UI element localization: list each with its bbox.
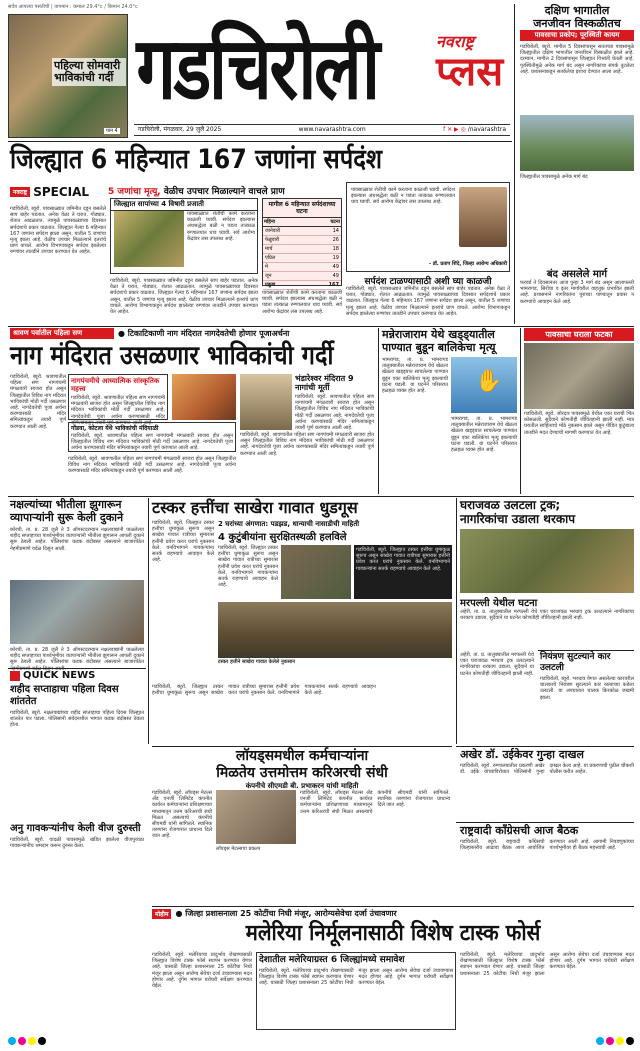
shravan-body-2: गडचिरोली, ब्यूरो. श्रावणातील पहिला सण नागपंचमी मंगळवारी साजरा होत असून जिल्ह्यातील विविध नाग मंदिरात भाविकांची मोठी गर्दी उसळणार आहे. नागदेवतेची पूजा अर्चना करण्यासाठी मंदिर समित्यांकडून तयारी पूर्ण करण्यात आली आहे.: [68, 456, 236, 475]
dateline: गडचिरोली, मंगळवार, 29 जुलै 2025: [138, 126, 222, 133]
table-row: [263, 227, 341, 236]
akhare-story: [460, 748, 634, 817]
right-top-body: गडचिरोली, ब्यूरो. मागील 5 दिवसांपासून सततच्या पावसामुळे जिल्ह्यातील दक्षिण भागातील जनजीवन विस्कळीत झाले आहे. दरम्यान, मागील 2 दिवसांपासून जिल्ह्यात विश्रांती घेतली आहे. पूरस्थितीमुळे अनेक मार्ग बंद असून नागरिकांचा संपर्क तुटलेला आहे. प्रशासनाकडून सतर्कतेचा इशारा देण्यात आला आहे.: [520, 44, 634, 75]
table-title: मागील 6 महिन्यात सर्पदंशाच्या घटना: [263, 199, 341, 218]
elephant-photo-small: [281, 545, 351, 599]
table-cell: मार्च: [263, 245, 308, 254]
header-topline: सर्वत्र आपल्या पसंतीची | तापमान : कमाल 29.4°c / किमान 24.0°c: [8, 4, 138, 10]
table-cell: मे: [263, 263, 308, 272]
table-row: [263, 281, 341, 290]
special-brand: नवराष्ट्र: [10, 187, 30, 197]
rain-photo: [524, 343, 634, 409]
lead-body-2: गडचिरोली, ब्यूरो. पावसाळ्यात जमिनीत दडून बसलेले साप बाहेर पडतात. अनेक वेळा ते घरात, गोठ्यात, शेतात आढळतात. त्यामुळे पावसाळ्याच्या दिवसात सर्पदंशाचे प्रकार वाढतात. जिल्ह्यात गेल्या 6 महिन्यात 167 जणांना सर्पदंश झाला असून, यातील 5 जणांचा मृत्यू झाला आहे. वेळीच उपचार मिळाल्याने इतरांचे प्राण वाचले. आरोग्य विभागाकडून सर्पदंश झालेल्या रुग्णांवर तातडीने उपचार करण्यात येत आहेत.: [110, 278, 258, 316]
elephant-caption: टस्कर हत्तीने साखेरा गावात केलेले नुकसान: [218, 659, 296, 665]
table-cell: 167: [308, 281, 341, 290]
drowning-graphic: [451, 357, 517, 413]
lead-body-3: पावसाळ्यात शेतीची कामे करताना काळजी घ्यावी. सर्पदंश झाल्यास अंधश्रद्धेला बळी न पडता तात्काळ रुग्णालयात धाव घ्यावी. सर्व आरोग्य केंद्रांवर लस उपलब्ध आहे.: [262, 290, 342, 315]
quick-news-1-body: गडचिरोली, ब्यूरो. नक्षलवाद्यांच्या शहीद सप्ताहाचा पहिला दिवस जिल्ह्यात शांततेत पार पडला. पोलिसांनी संवेदनशील भागात कडक बंदोबस्त ठेवला होता.: [10, 710, 144, 729]
lloyds-caption: लॉयड्स मेटल्सचा प्रकल्प: [216, 846, 261, 852]
elephant-story: [152, 498, 452, 518]
truck-headline-1: घराजवळ उलटला ट्रक;: [460, 498, 561, 512]
gonda-body: गडचिरोली, ब्यूरो. श्रावणातील पहिला सण नागपंचमी मंगळवारी साजरा होत असून जिल्ह्यातील विविध नाग मंदिरात भाविकांची मोठी गर्दी उसळणार आहे. नागदेवतेची पूजा अर्चना करण्यासाठी मंदिर समित्यांकडून तयारी पूर्ण करण्यात आली आहे.: [71, 433, 233, 452]
elephant-body: गडचिरोली, ब्यूरो. जिल्ह्यात टस्कर हत्तींचा धुमाकूळ सुरूच असून साखेरा गावात रात्रीच्या सुमारास हत्तींनी प्रवेश करत घरांचे नुकसान केले. वनविभागाने गावकऱ्यांना सतर्क राहण्याचे आवाहन केले आहे.: [152, 520, 214, 564]
table-row: [263, 272, 341, 281]
special-tag: [10, 182, 106, 202]
truck-body-2: अहेरी, ता. प्र. तालुक्यातील मरपल्ली येथे एका घराजवळ भरधाव ट्रक उलटल्याने नागरिकांचा थरकाप उडाला. सुदैवाने या घटनेत कोणतीही जीवितहानी झाली नाही.: [460, 652, 534, 677]
doctor-quote-box: [346, 182, 510, 272]
nag-box-head: नागपंचमीचे आध्यात्मिक सांस्कृतिक महत्त्व: [71, 377, 160, 393]
table-cell: 49: [308, 272, 341, 281]
shravan-headline: नाग मंदिरात उसळणार भाविकांची गर्दी: [10, 341, 334, 371]
table-cell: एप्रिल: [263, 254, 308, 263]
lloyds-subhead: कंपनीचे सीएमडी बी. प्रभाकरन यांची माहिती: [245, 782, 359, 790]
care-body: गडचिरोली, ब्यूरो. पावसाळ्यात जमिनीत दडून बसलेले साप बाहेर पडतात. अनेक वेळा ते घरात, गोठ्यात, शेतात आढळतात. त्यामुळे पावसाळ्याच्या दिवसात सर्पदंशाचे प्रकार वाढतात. जिल्ह्यात गेल्या 6 महिन्यात 167 जणांना सर्पदंश झाला असून, यातील 5 जणांचा मृत्यू झाला आहे. वेळीच उपचार मिळाल्याने इतरांचे प्राण वाचले. आरोग्य विभागाकडून सर्पदंश झालेल्या रुग्णांवर तातडीने उपचार करण्यात येत आहेत.: [346, 286, 510, 317]
elephant-info-box: गडचिरोली, ब्यूरो. जिल्ह्यात टस्कर हत्तींचा धुमाकूळ सुरूच असून साखेरा गावात रात्रीच्या सुमारास हत्तींनी प्रवेश करत घरांचे नुकसान केले. वनविभागाने गावकऱ्यांना सतर्क राहण्याचे आवाहन केले आहे.: [354, 545, 452, 599]
malaria-body-2: गडचिरोली, ब्यूरो. मलेरियाचा प्रादुर्भाव रोखण्यासाठी जिल्ह्यात विशेष टास्क फोर्स स्थापन करण्यात येणार आहे. यासाठी जिल्हा प्रशासनाला 25 कोटींचा निधी मंजूर झाला असून आरोग्य सेवेचा दर्जा उंचावण्यास मदत होणार आहे. दुर्गम भागात घरोघरी सर्वेक्षण करण्यात येईल.: [460, 952, 634, 977]
nag-idol-photo: [172, 374, 236, 420]
truck-photo: [460, 529, 634, 593]
quick-news-1-head: शहीद सप्ताहाचा पहिला दिवस शांततेत: [10, 684, 119, 707]
color-swatches-left: [8, 1037, 46, 1045]
malaria-body: गडचिरोली, ब्यूरो. मलेरियाचा प्रादुर्भाव रोखण्यासाठी जिल्ह्यात विशेष टास्क फोर्स स्थापन करण्यात येणार आहे. यासाठी जिल्हा प्रशासनाला 25 कोटींचा निधी मंजूर झाला असून आरोग्य सेवेचा दर्जा उंचावण्यास मदत होणार आहे. दुर्गम भागात घरोघरी सर्वेक्षण करण्यात येईल.: [152, 952, 252, 990]
lead-subhead: 5 जणांचा मृत्यू, वेळीच उपचार मिळाल्याने वाचले प्राण: [108, 187, 285, 197]
truck-headline-2: नागरिकांचा उडाला थरकाप: [460, 512, 576, 526]
rain-body: गडचिरोली, ब्यूरो. जोरदार पावसामुळे येथील एका घराची भिंत कोसळली. सुदैवाने कोणतीही जीवितहानी झाली नाही. मात्र घरातील साहित्याचे मोठे नुकसान झाले असून पीडित कुटुंबाला तातडीने मदत देण्याची मागणी करण्यात येत आहे.: [524, 411, 634, 436]
gonda-head: गोंडवा, कोटला येथे भाविकांची मंदियाळी: [71, 425, 159, 432]
shravan-kicker: ● टिकाटिकाणी नाग मंदिरात नागदेवतेची होणार पूजाअर्चना: [118, 329, 290, 338]
closed-roads-head: बंद असलेले मार्ग: [546, 269, 608, 280]
right-top-story: [520, 4, 634, 346]
snake-box-text: पावसाळ्यात शेतीची कामे करताना काळजी घ्यावी. सर्पदंश झाल्यास अंधश्रद्धेला बळी न पडता तात्काळ रुग्णालयात धाव घ्यावी. सर्व आरोग्य केंद्रांवर लस उपलब्ध आहे.: [187, 211, 255, 242]
malaria-box-head: देशातील मलेरियाग्रस्त 6 जिल्ह्यांमध्ये समावेश: [259, 955, 405, 965]
naxal-headline-1: नक्षल्यांच्या भीतीला झुगारून: [10, 498, 122, 511]
snake-photo: [114, 211, 184, 267]
snake-box: [110, 198, 258, 274]
flood-photo-caption: जिल्ह्यातील पावसामुळे अनेक मार्ग बंद: [520, 174, 588, 180]
snake-stats-table: [262, 198, 342, 286]
brand-bottom: प्लस: [436, 49, 504, 95]
naxal-body: कोरची, ता. प्र. 28 जुलै ते 3 ऑगस्टदरम्यान नक्षलवाद्यांनी पाळलेल्या शहीद सप्ताहाच्या पार्श्वभूमीवर व्यापाऱ्यांनी भीतीला झुगारून आपली दुकाने सुरू ठेवली आहेत. पोलिसांचा कडक बंदोबस्त असल्याने बाजारपेठेत नेहमीप्रमाणे वर्दळ दिसून आली.: [10, 527, 144, 552]
elephant-body-cols: गडचिरोली, ब्यूरो. जिल्ह्यात टस्कर हत्तींचा धुमाकूळ सुरूच असून साखेरा गावात रात्रीच्या सुमारास हत्तींनी प्रवेश करत घरांचे नुकसान केले. वनविभागाने गावकऱ्यांना सतर्क राहण्याचे आवाहन केले आहे.: [152, 684, 376, 697]
table-cell: जून: [263, 272, 308, 281]
elephant-sub-2: 4 कुटुंबीयांना सुरक्षितस्थळी हलविले: [218, 532, 347, 543]
quick-news-2-head: अनु गावकऱ्यांनीच केली वीज दुरुस्ती: [10, 823, 141, 834]
truck-sub: मरपल्ली येथील घटना: [460, 598, 538, 609]
lead-headline: जिल्ह्यात 6 महिन्यात 167 जणांना सर्पदंश: [10, 144, 383, 175]
brand-top: नवराष्ट्र: [436, 32, 474, 51]
lloyds-body-2: गडचिरोली, ब्यूरो. लॉयड्स मेटल्स अँड एनर्जी लिमिटेड कंपनीत कार्यरत कर्मचाऱ्यांना प्रशिक्षणाच्या माध्यमातून उत्तम करिअरची संधी मिळत असल्याचे कंपनीचे सीएमडी यांनी सांगितले. स्थानिक तरुणांना रोजगारात प्राधान्य दिले जात आहे.: [300, 790, 450, 815]
registration-strip: [8, 1036, 634, 1046]
table-cell: 14: [308, 227, 341, 236]
lloyds-photo: [216, 790, 296, 844]
table-cell: 26: [308, 236, 341, 245]
bhandareshwar-photo: [240, 374, 292, 430]
table-cell: 18: [308, 245, 341, 254]
table-cell: फेब्रुवारी: [263, 236, 308, 245]
girl-headline-2: पाण्यात बुडून बालिकेचा मृत्यू: [382, 341, 496, 354]
akhare-headline: अखेर डॉ. उईकेवर गुन्हा दाखल: [460, 748, 584, 761]
bhandareshwar-head: भंडारेश्वर मंदिरात 9 नागांची मूर्ती: [295, 374, 354, 392]
elephant-right: [218, 520, 452, 671]
nag-box: [68, 374, 168, 426]
car-headline: नियंत्रण सुटल्याने कार उलटली: [540, 652, 611, 673]
nag-box-body: गडचिरोली, ब्यूरो. श्रावणातील पहिला सण नागपंचमी मंगळवारी साजरा होत असून जिल्ह्यातील विविध नाग मंदिरात भाविकांची मोठी गर्दी उसळणार आहे. नागदेवतेची पूजा अर्चना करण्यासाठी मंदिर समित्यांकडून तयारी पूर्ण करण्यात आली आहे.: [71, 395, 165, 426]
congress-story: [460, 824, 634, 901]
table-header: महिना: [263, 218, 308, 227]
truck-body: अहेरी, ता. प्र. तालुक्यातील मरपल्ली येथे एका घराजवळ भरधाव ट्रक उलटल्याने नागरिकांचा थरकाप उडाला. सुदैवाने या घटनेत कोणतीही जीवितहानी झाली नाही.: [460, 609, 634, 622]
malaria-kicker: ● जिल्हा प्रशासनाला 25 कोटींचा निधी मंजूर, आरोग्यसेवेचा दर्जा उंचावणार: [175, 909, 397, 918]
girl-story: [382, 328, 518, 493]
promo-page-no: पान 4: [106, 128, 118, 134]
naxal-body-2: कोरची, ता. प्र. 28 जुलै ते 3 ऑगस्टदरम्यान नक्षलवाद्यांनी पाळलेल्या शहीद सप्ताहाच्या पार्श्वभूमीवर व्यापाऱ्यांनी भीतीला झुगारून आपली दुकाने सुरू ठेवली आहेत. पोलिसांचा कडक बंदोबस्त असल्याने बाजारपेठेत: [10, 647, 144, 666]
girl-body: भामरागड, ता. प्र. भामरागड तालुक्यातील मन्नेराजाराम येथे खेळता खेळता खड्ड्यात साचलेल्या पाण्यात बुडून एका बालिकेचा मृत्यू झाल्याची घटना घडली. या घटनेने परिसरात हळहळ व्यक्त होत आहे.: [382, 357, 448, 395]
doctor-quote: पावसाळ्यात शेतीची कामे करताना काळजी घ्यावी. सर्पदंश झाल्यास अंधश्रद्धेला बळी न पडता तात्काळ रुग्णालयात धाव घ्यावी. सर्व आरोग्य केंद्रांवर लस उपलब्ध आहे.: [351, 187, 455, 206]
rain-kicker: पावसाचा घराला फटका: [524, 328, 634, 341]
bhandareshwar-body-2: गडचिरोली, ब्यूरो. श्रावणातील पहिला सण नागपंचमी मंगळवारी साजरा होत असून जिल्ह्यातील विविध नाग मंदिरात भाविकांची मोठी गर्दी उसळणार आहे. नागदेवतेची पूजा अर्चना करण्यासाठी मंदिर समित्यांकडून तयारी पूर्ण करण्यात आली आहे.: [240, 432, 374, 457]
doctor-avatar: [459, 187, 507, 247]
elephant-photo-large: [218, 602, 452, 658]
table-row: [263, 236, 341, 245]
malaria-box: [256, 952, 456, 1030]
girl-headline-1: मन्नेराजाराम येथे खड्ड्यातील: [382, 328, 495, 341]
dateline-bar: [134, 124, 510, 136]
congress-body: गडचिरोली, ब्यूरो. राष्ट्रवादी काँग्रेसची जिल्हास्तरीय आढावा बैठक आज आयोजित करण्यात आली आहे. आगामी निवडणुकांच्या पार्श्वभूमीवर ही बैठक महत्त्वाची आहे.: [460, 839, 634, 852]
shravan-tag: श्रावण पर्वातील पहिला सण: [10, 328, 114, 339]
shravan-body: गडचिरोली, ब्यूरो. श्रावणातील पहिला सण नागपंचमी मंगळवारी साजरा होत असून जिल्ह्यातील विविध नाग मंदिरात भाविकांची मोठी गर्दी उसळणार आहे. नागदेवतेची पूजा अर्चना करण्यासाठी मंदिर समित्यांकडून तयारी पूर्ण करण्यात आली आहे.: [10, 374, 66, 430]
closed-roads-body: फरवर्ड ते दिवसानंतर आज पुन्हा 3 मार्ग बंद असून आलापल्ली भामरागड, सिरोंचा व इतर मार्गांवरील वाहतूक प्रभावित झाली आहे. प्रशासनाने नागरिकांना पुराच्या पाण्यातून प्रवास न करण्याचे आवाहन केले आहे.: [520, 280, 634, 305]
bhandareshwar-story: [240, 374, 374, 492]
lloyds-headline-1: लॉयड्समधील कर्मचाऱ्यांना: [235, 748, 369, 764]
bhandareshwar-body: गडचिरोली, ब्यूरो. श्रावणातील पहिला सण नागपंचमी मंगळवारी साजरा होत असून जिल्ह्यातील विविध नाग मंदिरात भाविकांची मोठी गर्दी उसळणार आहे. नागदेवतेची पूजा अर्चना करण्यासाठी मंदिर समित्यांकडून तयारी पूर्ण करण्यात आली आहे.: [295, 394, 374, 432]
right-top-title-1: दक्षिण भागातील: [544, 4, 610, 17]
social-handle[interactable]: f ✕ ▶ ◎ /navarashtra: [443, 126, 506, 133]
quick-news-tag: QUICK NEWS: [23, 670, 96, 681]
gonda-box: [68, 422, 236, 452]
car-body: गडचिरोली, ब्यूरो. भरधाव वेगात असलेल्या कारवरील चालकाचे नियंत्रण सुटल्याने कार रस्त्याच्या कडेला उलटली. या अपघातात चालक किरकोळ जखमी झाला.: [540, 676, 634, 701]
lead-body: गडचिरोली, ब्यूरो. पावसाळ्यात जमिनीत दडून बसलेले साप बाहेर पडतात. अनेक वेळा ते घरात, गोठ्यात, शेतात आढळतात. त्यामुळे पावसाळ्याच्या दिवसात सर्पदंशाचे प्रकार वाढतात. जिल्ह्यात गेल्या 6 महिन्यात 167 जणांना सर्पदंश झाला असून, यातील 5 जणांचा मृत्यू झाला आहे. वेळीच उपचार मिळाल्याने इतरांचे प्राण वाचले. आरोग्य विभागाकडून सर्पदंश झालेल्या रुग्णांवर तातडीने उपचार करण्यात येत आहेत.: [10, 206, 106, 256]
malaria-tag: मोहीम: [152, 909, 171, 919]
naxal-headline-2: व्यापाऱ्यांनी सुरू केली दुकाने: [10, 511, 124, 524]
care-head: सर्पदंश टाळण्यासाठी अशी घ्या काळजी: [364, 277, 492, 287]
girl-body-2: भामरागड, ता. प्र. भामरागड तालुक्यातील मन्नेराजाराम येथे खेळता खेळता खड्ड्यात साचलेल्या पाण्यात बुडून एका बालिकेचा मृत्यू झाल्याची घटना घडली. या घटनेने परिसरात हळहळ व्यक्त होत आहे.: [451, 416, 517, 454]
table-cell: एकूण: [263, 281, 308, 290]
right-top-title-2: जनजीवन विस्कळीतच: [533, 17, 621, 30]
elephant-sub-1: 2 घरांच्या अंगणात: पडझड, धान्याची नासाडीची माहिती: [218, 520, 360, 528]
color-swatches-right: [596, 1037, 634, 1045]
quick-news-icon: [10, 671, 20, 681]
table-header: घटना: [308, 218, 341, 227]
rain-story: [524, 328, 634, 503]
lloyds-body: गडचिरोली, ब्यूरो. लॉयड्स मेटल्स अँड एनर्जी लिमिटेड कंपनीत कार्यरत कर्मचाऱ्यांना प्रशिक्षणाच्या माध्यमातून उत्तम करिअरची संधी मिळत असल्याचे कंपनीचे सीएमडी यांनी सांगितले. स्थानिक तरुणांना रोजगारात प्राधान्य दिले जात आहे.: [152, 790, 212, 840]
snake-box-title: जिल्ह्यात सापांच्या 4 विषारी प्रजाती: [111, 199, 257, 211]
promo-title: पहिल्या सोमवारी भाविकांची गर्दी: [52, 58, 126, 86]
quick-news-2-body: गडचिरोली, ब्यूरो. वादळी पावसामुळे खंडित झालेला वीजपुरवठा गावकऱ्यांनीच श्रमदान करून दुरुस्त केला.: [10, 837, 144, 850]
table-cell: जानेवारी: [263, 227, 308, 236]
malaria-box-body: गडचिरोली, ब्यूरो. मलेरियाचा प्रादुर्भाव रोखण्यासाठी जिल्ह्यात विशेष टास्क फोर्स स्थापन करण्यात येणार आहे. यासाठी जिल्हा प्रशासनाला 25 कोटींचा निधी मंजूर झाला असून आरोग्य सेवेचा दर्जा उंचावण्यास मदत होणार आहे. दुर्गम भागात घरोघरी सर्वेक्षण करण्यात येईल.: [259, 968, 453, 987]
hand-icon: ✋: [475, 369, 503, 394]
doctor-quote-by: - डॉ. प्रताप शिंदे, जिल्हा आरोग्य अधिकारी: [429, 261, 507, 267]
quick-news: [10, 670, 144, 987]
congress-headline: राष्ट्रवादी काँग्रेसची आज बैठक: [460, 824, 579, 837]
table: [263, 218, 341, 290]
truck-story: [460, 498, 634, 669]
akhare-body: गडचिरोली, ब्यूरो. रुग्णालयातील प्रकरणी अखेर डॉ. उईके यांच्याविरोधात पोलिसांनी गुन्हा दाखल केला आहे. या प्रकरणाची पुढील चौकशी पोलीस करीत आहेत.: [460, 763, 634, 776]
car-story: [540, 652, 634, 736]
brand-logo: [436, 30, 506, 95]
table-cell: 49: [308, 263, 341, 272]
malaria-headline: मलेरिया निर्मूलनासाठी विशेष टास्क फोर्स: [245, 921, 541, 946]
right-top-subtitle: पावसाचा प्रकोप; पूरस्थिती कायम: [520, 30, 634, 41]
naxal-photo: [10, 580, 144, 644]
table-cell: 19: [308, 254, 341, 263]
table-row: [263, 254, 341, 263]
flood-photo: [520, 115, 634, 171]
lloyds-headline-2: मिळतेय उत्तमोत्तम करिअरची संधी: [216, 765, 388, 781]
malaria-kicker-bar: [152, 908, 634, 919]
masthead: गडचिरोली: [136, 19, 378, 119]
table-row: [263, 263, 341, 272]
website[interactable]: www.navarashtra.com: [298, 126, 366, 133]
lloyds-story: [152, 748, 452, 791]
elephant-headline: टस्कर हत्तींचा साखेरा गावात धुडगूस: [152, 498, 358, 517]
table-row: [263, 245, 341, 254]
elephant-body-2: गडचिरोली, ब्यूरो. जिल्ह्यात टस्कर हत्तींचा धुमाकूळ सुरूच असून साखेरा गावात रात्रीच्या सुमारास हत्तींनी प्रवेश करत घरांचे नुकसान केले. वनविभागाने गावकऱ्यांना सतर्क राहण्याचे आवाहन केले आहे.: [218, 545, 278, 589]
special-label: SPECIAL: [33, 185, 90, 199]
